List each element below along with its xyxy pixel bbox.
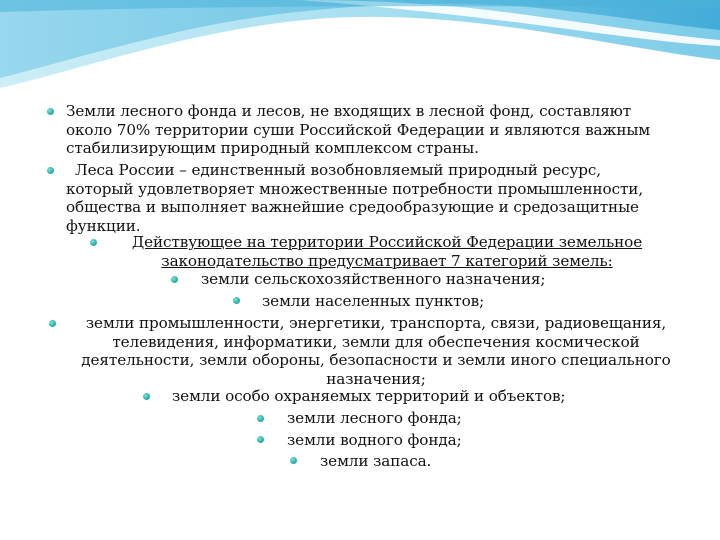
land-category-industry bbox=[66, 314, 686, 388]
land-category-forest-fund: земли лесного фонда; bbox=[287, 409, 462, 427]
bullet-icon bbox=[233, 297, 240, 304]
text-line: Леса России – единственный возобновляемый природный ресурс, bbox=[75, 161, 602, 179]
bullet-icon bbox=[257, 436, 264, 443]
bullet-icon bbox=[171, 276, 178, 283]
bullet-icon bbox=[49, 320, 56, 327]
paragraph-forest-lands bbox=[66, 102, 650, 158]
text-line: который удовлетворяет множественные потребности промышленности, bbox=[66, 179, 644, 198]
bullet-icon bbox=[257, 415, 264, 422]
land-category-water-fund: земли водного фонда; bbox=[287, 431, 462, 449]
text-line: стабилизирующим природный комплексом страны. bbox=[66, 139, 479, 158]
text-line: земли промышленности, энергетики, транспорта, связи, радиовещания, bbox=[85, 314, 667, 332]
text-line: телевидения, информатики, земли для обеспечения космической bbox=[112, 332, 640, 351]
land-category-agricultural: земли сельскохозяйственного назначения; bbox=[201, 270, 546, 288]
text-line: законодательство предусматривает 7 категорий земель: bbox=[161, 251, 613, 270]
land-category-protected: земли особо охраняемых территорий и объектов; bbox=[172, 387, 566, 405]
bullet-icon bbox=[290, 457, 297, 464]
text-line: Земли лесного фонда и лесов, не входящих в лесной фонд, составляют bbox=[66, 102, 632, 120]
bullet-icon bbox=[47, 167, 54, 174]
land-category-reserve: земли запаса. bbox=[320, 452, 432, 470]
paragraph-russian-forests bbox=[66, 161, 643, 235]
text-line: функции. bbox=[66, 216, 141, 235]
bullet-icon bbox=[90, 239, 97, 246]
bullet-icon bbox=[47, 108, 54, 115]
text-line: общества и выполняет важнейшие средообразующие и средозащитные bbox=[66, 198, 639, 217]
text-line: Действующее на территории Российской Федерации земельное bbox=[131, 233, 643, 251]
text-line: около 70% территории суши Российской Федерации и являются важным bbox=[66, 120, 651, 139]
text-line: деятельности, земли обороны, безопасности и земли иного специального bbox=[81, 351, 671, 370]
text-line: назначения; bbox=[326, 369, 426, 388]
land-category-settlements: земли населенных пунктов; bbox=[262, 292, 485, 310]
bullet-icon bbox=[143, 393, 150, 400]
paragraph-land-legislation bbox=[100, 233, 674, 270]
